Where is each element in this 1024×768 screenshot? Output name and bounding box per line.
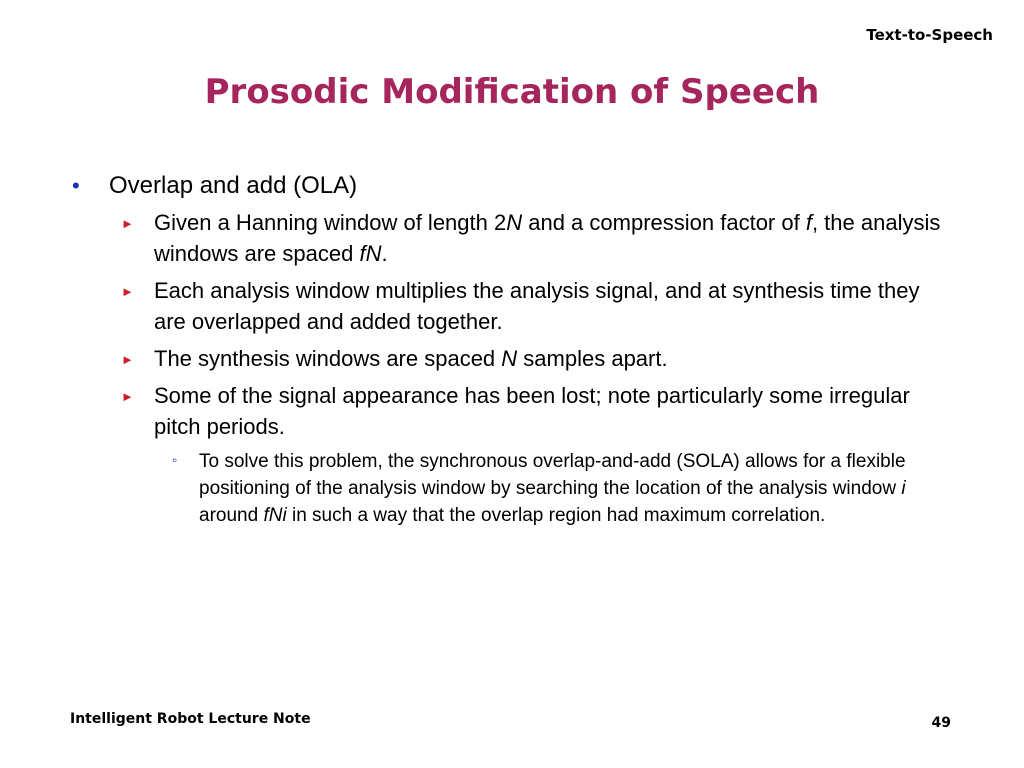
text-run: Given a Hanning window of length 2 [154,210,507,235]
math-var: N [501,346,518,371]
text-run: Some of the signal appearance has been lost; note particularly some irregular pitch periods. [154,383,910,439]
sub-bullet-synthesis-spacing [0,343,1024,374]
page-number: 49 [931,715,951,731]
text-run: and a compression factor of [522,210,806,235]
text-run: in such a way that the overlap region had maximum correlation. [286,505,826,526]
slide-body [0,170,1024,529]
math-var: fN [359,241,382,266]
text-run: , the analysis windows are spaced [154,210,941,266]
math-var: fNi [263,505,287,526]
footer-course: Intelligent Robot Lecture Note [70,711,311,727]
circle-bullet-icon: ◦ [172,452,178,469]
bullet-ola [0,170,1024,201]
math-var: N [506,210,523,235]
arrow-bullet-icon: ► [121,352,134,367]
sub-bullet-multiply [0,275,1024,337]
header-topic: Text-to-Speech [866,26,993,44]
text-run: The synthesis windows are spaced [154,346,502,371]
arrow-bullet-icon: ► [121,216,134,231]
text-run: samples apart. [517,346,668,371]
bullet-dot-icon: • [72,173,80,198]
text-run: To solve this problem, the synchronous overlap-and-add (SOLA) allows for a flexible positioning of the analysis window by searching the location of the analysis window [199,451,906,499]
text-run: around [199,505,264,526]
arrow-bullet-icon: ► [121,284,134,299]
math-var: i [901,478,906,499]
sub-sub-bullet-sola [0,448,1024,529]
text-run: . [381,241,388,266]
math-var: f [805,210,812,235]
bullet-text: Overlap and add (OLA) [109,172,358,199]
sub-bullet-signal-lost [0,380,1024,442]
arrow-bullet-icon: ► [121,389,134,404]
sub-bullet-hanning [0,207,1024,269]
text-run: Each analysis window multiplies the analysis signal, and at synthesis time they are overlapped and added together. [154,278,920,334]
slide-title: Prosodic Modification of Speech [204,72,820,112]
